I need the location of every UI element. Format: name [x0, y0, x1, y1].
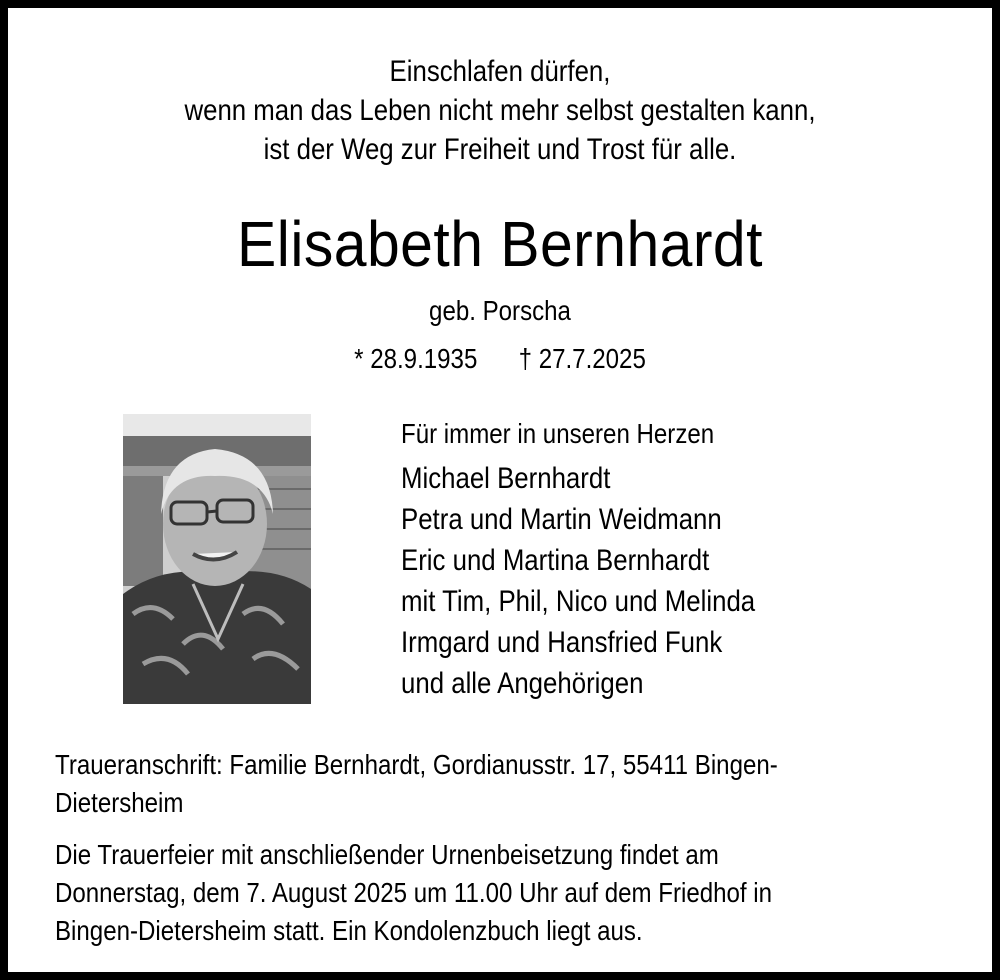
mourning-address [55, 746, 961, 822]
mourner-line: Michael Bernhardt [401, 462, 611, 495]
maiden-name: geb. Porscha [429, 295, 571, 326]
death-date: † 27.7.2025 [518, 343, 646, 374]
portrait-photo [123, 414, 311, 704]
mourner-line: mit Tim, Phil, Nico und Melinda [401, 585, 756, 618]
poem-line: wenn man das Leben nicht mehr selbst gestalten kann, [184, 94, 816, 127]
poem-line: Einschlafen dürfen, [389, 55, 611, 88]
mourners-list [401, 458, 961, 704]
service-line: Bingen-Dietersheim statt. Ein Kondolenzbuch liegt aus. [55, 915, 643, 946]
mourner-line: Eric und Martina Bernhardt [401, 544, 710, 577]
service-line: Die Trauerfeier mit anschließender Urnenbeisetzung findet am [55, 839, 719, 870]
mourner-line: Petra und Martin Weidmann [401, 503, 722, 536]
mourners-block [401, 416, 961, 704]
mourner-line: und alle Angehörigen [401, 667, 644, 700]
mourner-line: Irmgard und Hansfried Funk [401, 626, 723, 659]
birth-date: * 28.9.1935 [354, 343, 478, 374]
mourners-intro: Für immer in unseren Herzen [401, 418, 715, 449]
deceased-name: Elisabeth Bernhardt [237, 208, 763, 280]
address-line: Traueranschrift: Familie Bernhardt, Gordianusstr. 17, 55411 Bingen- [55, 749, 778, 780]
life-dates [77, 341, 923, 377]
service-line: Donnerstag, dem 7. August 2025 um 11.00 Uhr auf dem Friedhof in [55, 877, 773, 908]
funeral-service-notice [55, 836, 961, 950]
poem [77, 52, 923, 169]
poem-line: ist der Weg zur Freiheit und Trost für alle. [263, 133, 737, 166]
address-line: Dietersheim [55, 787, 184, 818]
